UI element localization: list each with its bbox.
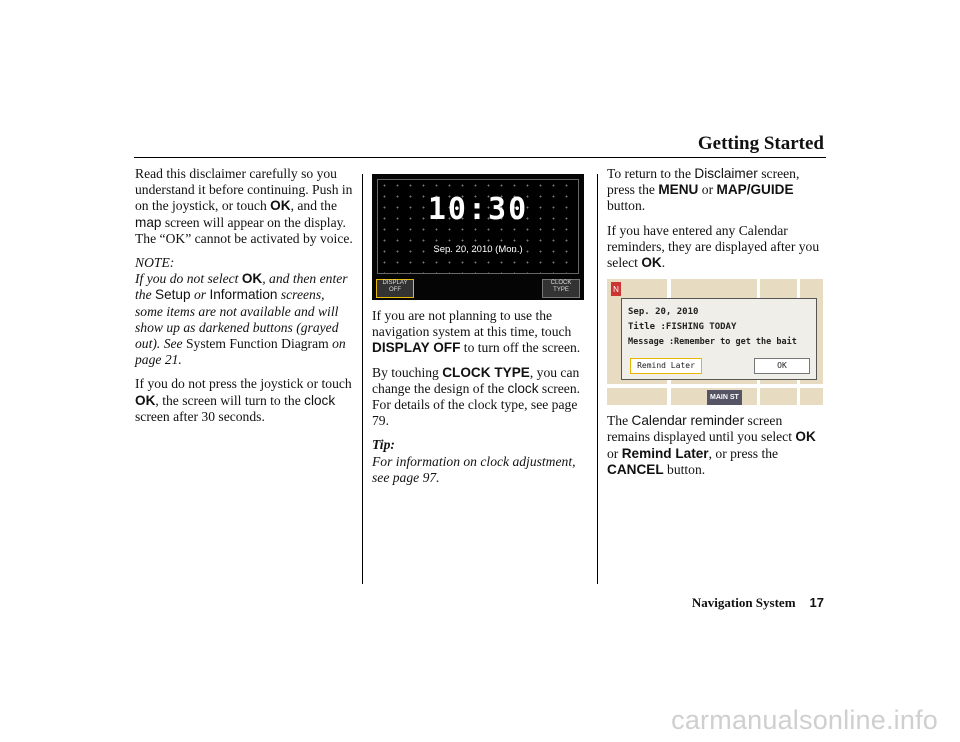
reminder-date: Sep. 20, 2010 bbox=[628, 307, 699, 318]
text-run: DISPLAY OFF bbox=[372, 340, 461, 356]
text-run: or bbox=[190, 287, 210, 303]
text-run: , or press the bbox=[708, 445, 779, 461]
text-run: CLOCK TYPE bbox=[442, 364, 530, 380]
col3-paragraph-2 bbox=[607, 223, 825, 272]
page-header-title: Getting Started bbox=[697, 133, 824, 154]
text-run: clock bbox=[304, 392, 336, 408]
col3-paragraph-3 bbox=[607, 413, 825, 478]
header-rule bbox=[134, 157, 826, 158]
remind-later-button[interactable]: Remind Later bbox=[630, 358, 702, 374]
clock-type-button[interactable]: CLOCK TYPE bbox=[542, 279, 580, 298]
col2-paragraph-1 bbox=[372, 308, 590, 357]
text-run: button. bbox=[663, 461, 706, 477]
text-run: MENU bbox=[658, 182, 699, 198]
text-run: Setup bbox=[155, 287, 191, 303]
text-run: Calendar reminder bbox=[631, 413, 745, 429]
col1-note bbox=[135, 271, 353, 368]
text-run: or bbox=[698, 182, 717, 198]
column-divider-1 bbox=[362, 174, 363, 584]
map-road bbox=[607, 384, 823, 388]
text-run: , the screen will turn to the bbox=[155, 392, 305, 408]
calendar-reminder-screen-image bbox=[607, 279, 823, 405]
text-run: Read this disclaimer carefully so you understand it before continuing. Push in on the joystick, or touch bbox=[135, 166, 353, 214]
reminder-title: Title :FISHING TODAY bbox=[628, 322, 737, 333]
text-run: clock bbox=[507, 380, 539, 396]
text-run: button. bbox=[607, 198, 646, 214]
column-divider-2 bbox=[597, 174, 598, 584]
note-label: NOTE: bbox=[135, 255, 175, 271]
col1-paragraph-1 bbox=[135, 166, 353, 247]
text-run: screen after 30 seconds. bbox=[135, 408, 265, 424]
text-run: screen. For details of the clock type, see page 79. bbox=[372, 380, 581, 429]
clock-date: Sep. 20, 2010 (Mon.) bbox=[433, 244, 523, 255]
text-run: If you have entered any Calendar reminders, they are displayed after you select bbox=[607, 222, 820, 271]
text-run: CANCEL bbox=[607, 461, 664, 477]
tip-label: Tip: bbox=[372, 437, 395, 453]
text-run: System Function Diagram bbox=[185, 336, 329, 352]
street-label: MAIN ST bbox=[707, 390, 742, 405]
text-run: OK bbox=[795, 429, 816, 445]
text-run: To return to the bbox=[607, 166, 695, 181]
footer-title: Navigation System bbox=[691, 595, 796, 610]
col2-paragraph-2 bbox=[372, 365, 590, 430]
text-run: OK bbox=[135, 392, 156, 408]
clock-screen-display bbox=[377, 179, 579, 274]
text-run: If you do not press the joystick or touch bbox=[135, 376, 352, 392]
display-off-button[interactable]: DISPLAY OFF bbox=[376, 279, 414, 298]
clock-time: 10:30 bbox=[427, 192, 529, 227]
text-run: If you are not planning to use the navigation system at this time, touch bbox=[372, 308, 572, 340]
text-run: screen remains displayed until you select bbox=[607, 413, 796, 445]
compass-icon: N bbox=[611, 282, 621, 296]
col2-tip: For information on clock adjustment, see page 97. bbox=[372, 453, 576, 485]
text-run: The bbox=[607, 413, 632, 429]
reminder-message: Message :Remember to get the bait bbox=[628, 337, 797, 348]
ok-button[interactable]: OK bbox=[754, 358, 810, 374]
calendar-reminder-dialog bbox=[621, 298, 817, 380]
text-run: or bbox=[607, 445, 622, 461]
text-run: By touching bbox=[372, 364, 443, 380]
text-run: Information bbox=[209, 287, 278, 303]
watermark: carmanualsonline.info bbox=[671, 705, 938, 735]
column-2 bbox=[372, 166, 590, 494]
col3-paragraph-1 bbox=[607, 166, 825, 215]
text-run: screen will appear on the display. The “OK” cannot be activated by voice. bbox=[135, 214, 353, 246]
text-run: on page 21. bbox=[135, 336, 346, 368]
page-footer bbox=[692, 595, 824, 611]
text-run: If you do not select bbox=[135, 271, 242, 287]
text-run: , and then enter the bbox=[135, 271, 348, 303]
text-run: Disclaimer bbox=[694, 166, 758, 181]
text-run: map bbox=[135, 214, 162, 230]
col1-paragraph-3 bbox=[135, 376, 353, 425]
text-run: to turn off the screen. bbox=[460, 340, 581, 356]
text-run: . bbox=[661, 255, 666, 271]
text-run: OK bbox=[270, 198, 291, 214]
text-run: , and the bbox=[290, 198, 337, 214]
text-run: , you can change the design of the bbox=[372, 364, 580, 396]
text-run: OK bbox=[241, 271, 263, 287]
text-run: MAP/GUIDE bbox=[716, 182, 794, 198]
column-1 bbox=[135, 166, 353, 433]
page-number: 17 bbox=[809, 595, 824, 610]
text-run: OK bbox=[641, 255, 662, 271]
text-run: Remind Later bbox=[621, 445, 709, 461]
clock-screen-image bbox=[372, 174, 584, 300]
text-run: screen, press the bbox=[607, 166, 800, 198]
column-3 bbox=[607, 166, 825, 486]
text-run: screens, some items are not available and will show up as darkened buttons (grayed out). See bbox=[135, 287, 339, 352]
